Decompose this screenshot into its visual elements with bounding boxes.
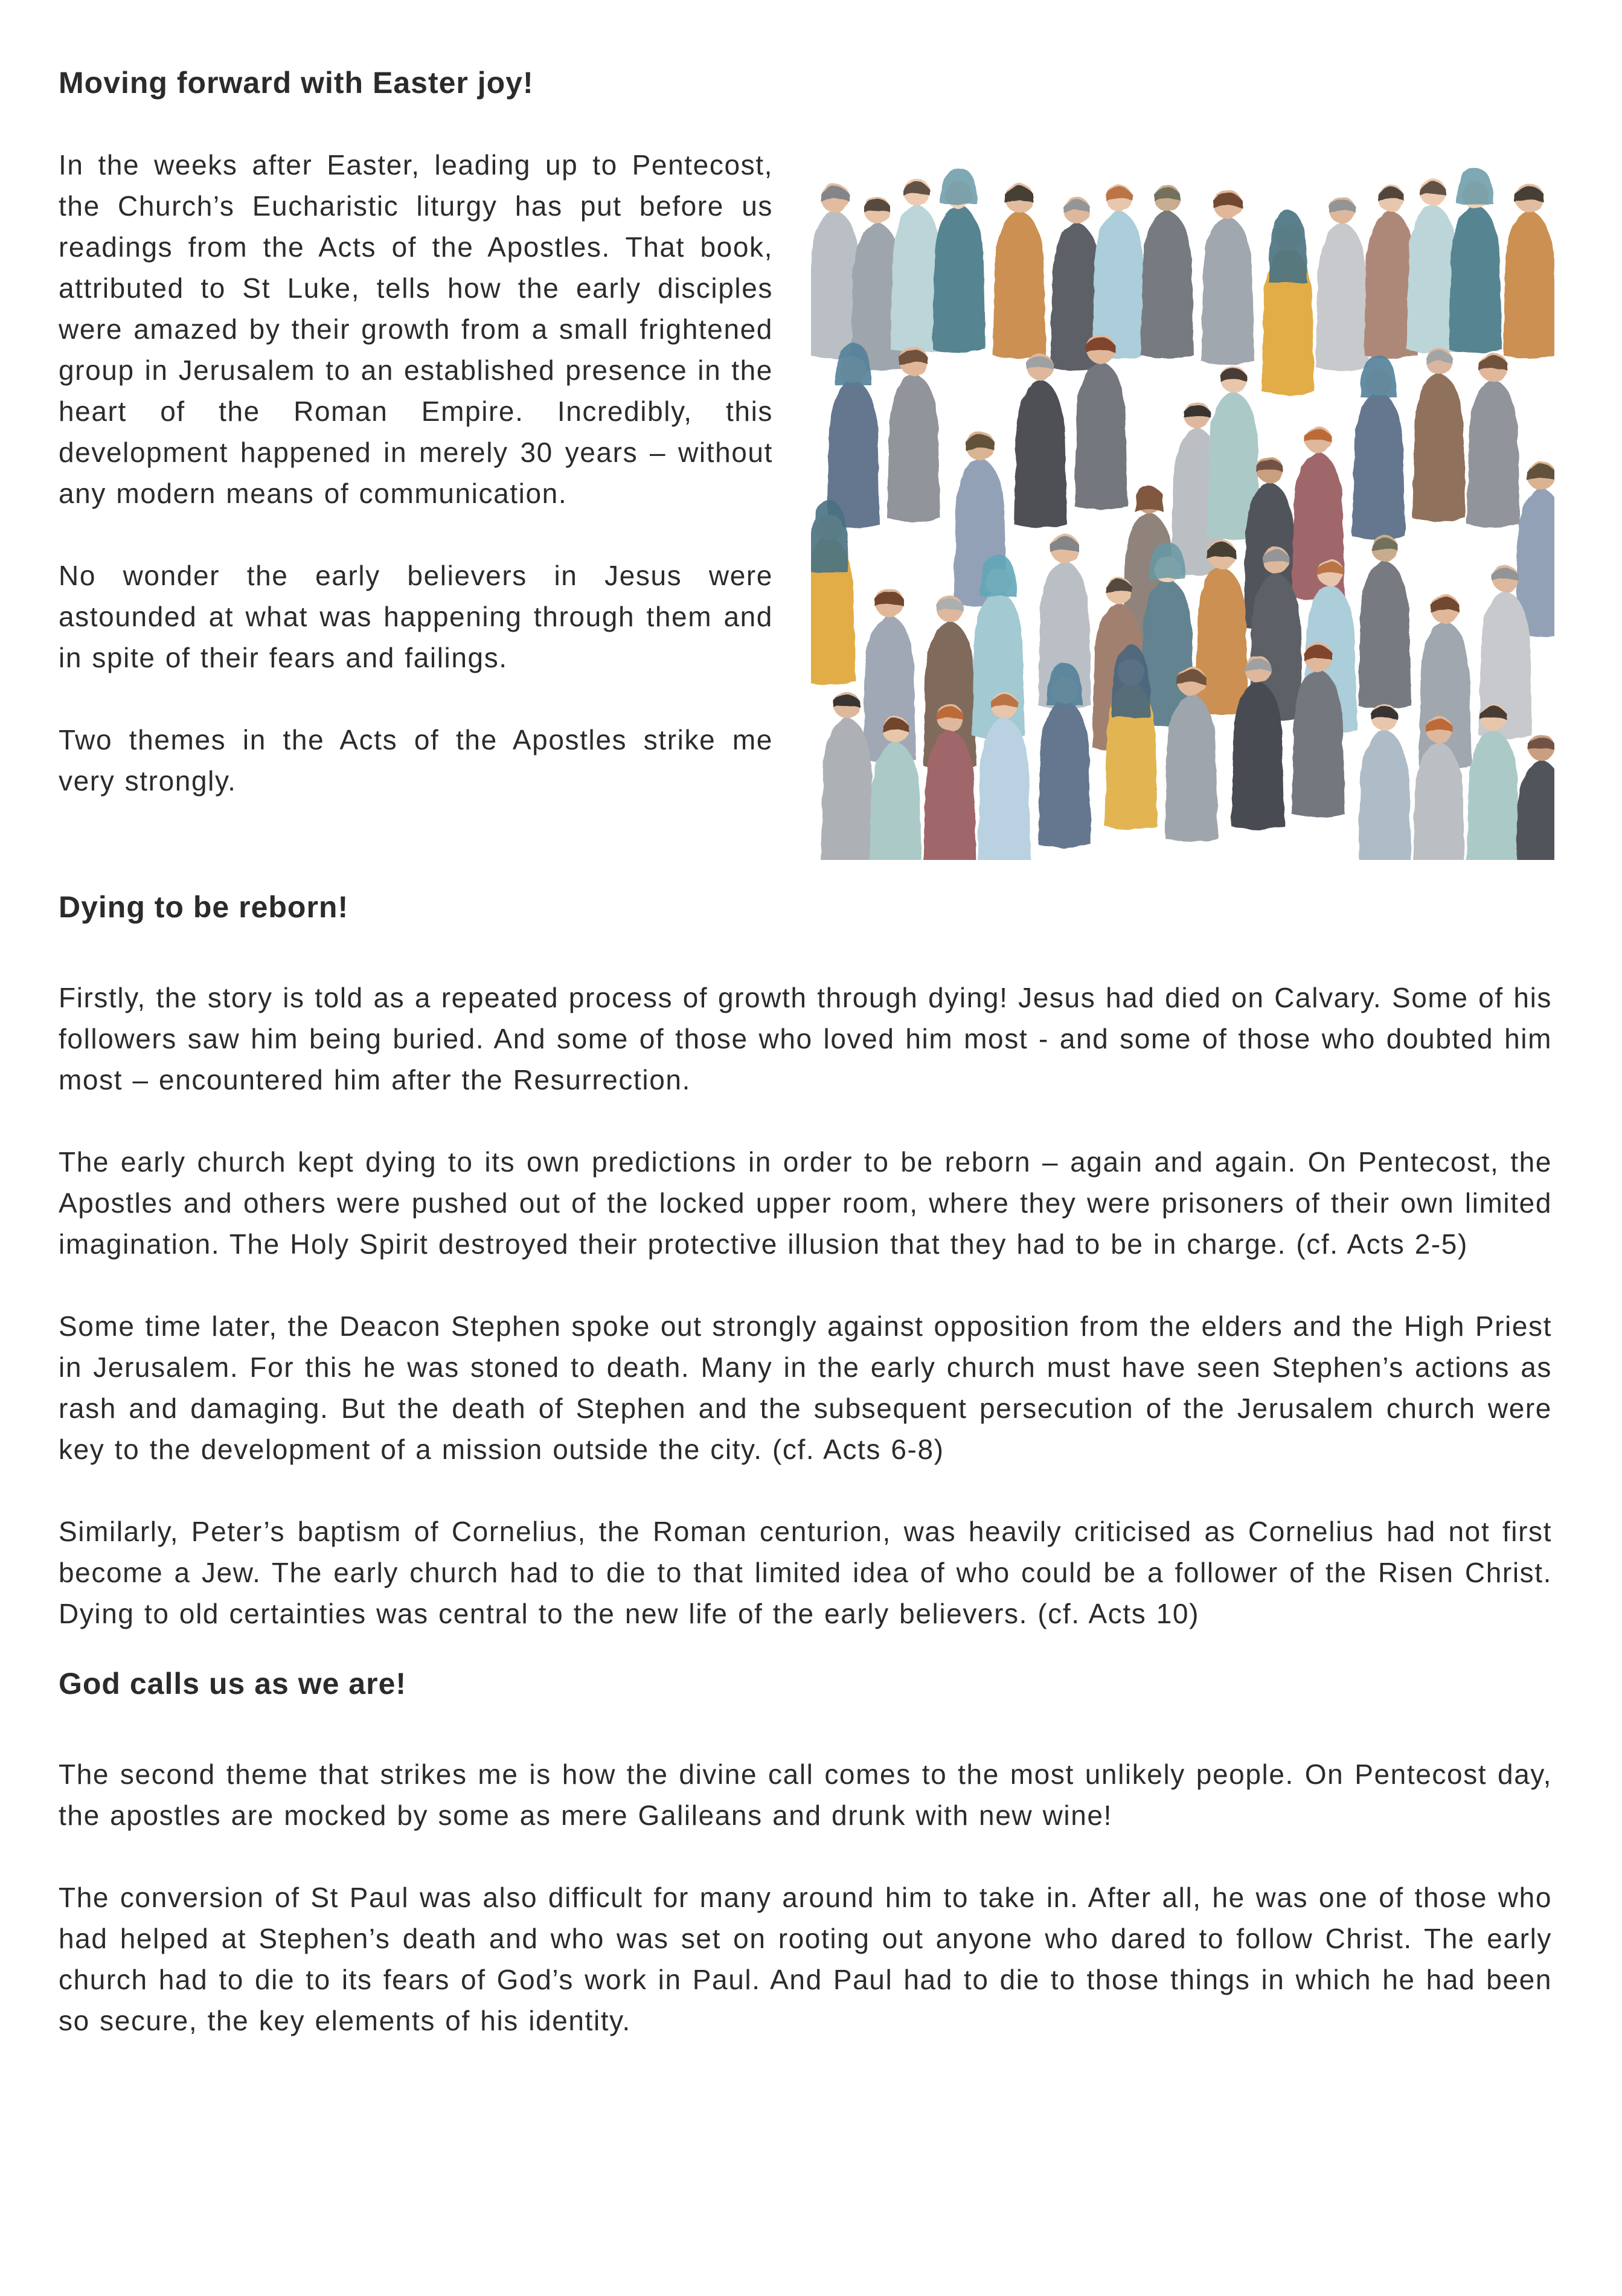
intro-paragraph-1: In the weeks after Easter, leading up to Pentecost, the Church’s Eucharistic liturgy has put before us readings from the Acts of the Apostles. That book, attributed to St Luke, tells how the early disciples were amazed by their growth from a small frightened group in Jerusalem to an established presence in the heart of the Roman Empire. Incredibly, this development happened in merely 30 years – without any modern means of communication. [59, 149, 773, 509]
section-1-paragraph-3: Some time later, the Deacon Stephen spoke out strongly against opposition from the elders and the High Priest in Jerusalem. For this he was stoned to death. Many in the early church must have seen Stephen’s actions as rash and damaging. But the death of Stephen and the subsequent persecution of the Jerusalem church were key to the development of a mission outside the city. (cf. Acts 6-8) [59, 1310, 1552, 1465]
page-title: Moving forward with Easter joy! [59, 66, 534, 100]
section-1-paragraph-2: The early church kept dying to its own predictions in order to be reborn – again and again. On Pentecost, the Apostles and others were pushed out of the locked upper room, where they were prisoners of their own limited imagination. The Holy Spirit destroyed their protective illusion that they had to be in charge. (cf. Acts 2-5) [59, 1146, 1552, 1260]
intro-section [59, 144, 773, 801]
section-heading-dying-reborn: Dying to be reborn! [59, 890, 349, 924]
section-2-paragraph-2: The conversion of St Paul was also difficult for many around him to take in. After all, he was one of those who had helped at Stephen’s death and who was set on rooting out anyone who dared to follow Christ. The early church had to die to its fears of God’s work in Paul. And Paul had to die to those things in which he had been so secure, the key elements of his identity. [59, 1882, 1552, 2036]
crowd-illustration-icon [811, 162, 1554, 860]
section-1-paragraph-1: Firstly, the story is told as a repeated process of growth through dying! Jesus had died on Calvary. Some of his followers saw him being buried. And some of those who loved him most - and some of those who doubted him most – encountered him after the Resurrection. [59, 982, 1552, 1095]
main-content [59, 887, 1552, 2041]
section-1-paragraph-4: Similarly, Peter’s baptism of Cornelius, the Roman centurion, was heavily criticised as Cornelius had not first become a Jew. The early church had to die to that limited idea of who could be a follower of the Risen Christ. Dying to old certainties was central to the new life of the early believers. (cf. Acts 10) [59, 1516, 1552, 1629]
section-heading-god-calls: God calls us as we are! [59, 1667, 407, 1701]
apostles-crowd-illustration [811, 162, 1554, 860]
section-2-paragraph-1: The second theme that strikes me is how the divine call comes to the most unlikely people. On Pentecost day, the apostles are mocked by some as mere Galileans and drunk with new wine! [59, 1759, 1552, 1831]
intro-paragraph-2: No wonder the early believers in Jesus were astounded at what was happening through them and in spite of their fears and failings. [59, 560, 773, 673]
intro-paragraph-3: Two themes in the Acts of the Apostles strike me very strongly. [59, 724, 773, 797]
